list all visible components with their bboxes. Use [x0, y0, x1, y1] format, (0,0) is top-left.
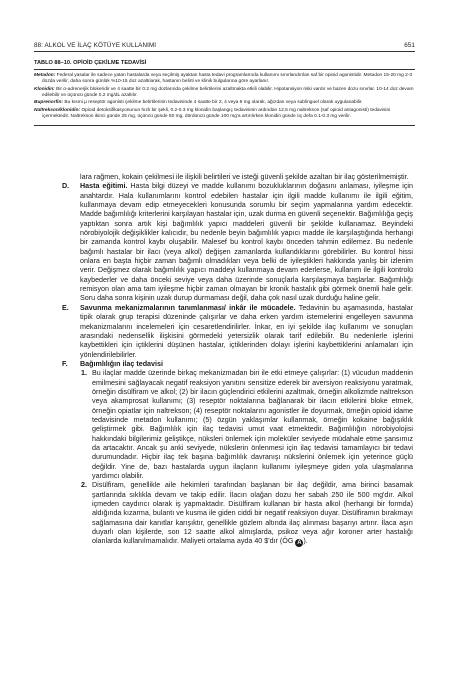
section-d: [62, 182, 413, 303]
section-letter: F.: [62, 359, 68, 368]
section-f: [62, 360, 413, 369]
table-text: Opioid detoksifikasyonunun hızlı bir şekli, 0.2-0.3 mg klonidin başlangıç tedavisinin ardından 12.5 mg naltrekson (saf opioid antagonisti) tedavisini içermektedir. Naltrekson ikinci günde 25 mg, üçüncü günde 50 mg, dördüncü günde 100 mg'a artırılırken klonidin günde üç defa 0.1-0.3 mg verilir.: [42, 107, 391, 120]
body-text: [62, 173, 413, 547]
section-heading: Savunma mekanizmalarının tanımlanması/ inkâr ile mücadele.: [80, 303, 296, 312]
table-text: Federal yasalar ile sadece yatan hastalarda veya seçilmiş ayaktan hasta tedavi programlarında kullanımı sınırlandırılan saf bir opioid agonistidir. Metadon 15-20 mg 2-3 dozda verilir, daha sonra günlük %10-15 doz azaltılarak, hastanın belirti ve klinik bulgularına göre ayarlanır.: [42, 73, 413, 85]
table-text: Bir α-adrenerjik blokeridir ve 4 saatte bir 0.2 mg dozlarında çekilme belirtilerini azaltmakta etkili olabilir. Hipotansiyon riski vardır ve bazen dozu sınırlar. 10-14 doz devam edilebilir ve üçüncü günde 0.2 mg/dL azaltılır.: [42, 86, 414, 98]
reference-prefix: (ÖG: [279, 537, 296, 546]
opioid-withdrawal-table: [34, 60, 415, 126]
section-heading: Hasta eğitimi.: [80, 182, 128, 191]
section-letter: E.: [62, 303, 69, 312]
table-row: [34, 87, 415, 99]
table-title: TABLO 88–10. OPİOİD ÇEKİLME TEDAVİSİ: [34, 60, 415, 70]
subsection-number: 2.: [81, 481, 87, 490]
table-term: Buprenorfin:: [34, 100, 64, 106]
table-term: Metadon:: [34, 73, 56, 78]
table-term: Klonidin:: [34, 86, 55, 92]
section-text: Tedavinin bu aşamasında, hastalar tipik olarak grup terapisi düzeninde çalışırlar ve daha erken yardım istemelerini engelleyen savunma mekanizmalarını incelemeleri için cesaretlendirilirler. İnkar, en iyi şekilde ilaç kullanımı ve sonuçları arasındaki nedensellik ilişkisini görmedeki yetersizlik olarak tarif edilebilir. Bu nedenlerle işlerini kaybettikleri için içtiklerini düşünen hastalar, içtiklerinden dolayı işlerini kaybettiklerini anlamaları için yönlendirilebilirler.: [80, 303, 413, 359]
chapter-title: 88: ALKOL VE İLAÇ KÖTÜYE KULLANIMI: [34, 42, 157, 49]
evidence-reference: [280, 537, 308, 545]
running-head: [34, 42, 415, 52]
section-heading: Bağımlılığın ilaç tedavisi: [80, 359, 163, 368]
subsection-2: [62, 481, 413, 547]
table-row: [34, 73, 415, 85]
evidence-level-badge: A: [297, 540, 302, 547]
table-text: Bu kısmi µ reseptör agonisti çekilme belirtilerinin tedavisinde 4 saatte bir 2, 4 veya 8 mg olarak, ağızdan veya sublinguel olarak uygulanabilir.: [63, 100, 363, 106]
table-term: Naltrekson/klonidin:: [34, 107, 81, 113]
subsection-text: Disülfiram, genellikle aile hekimleri tarafından başlanan bir ilaç değildir, ama birinci basamak şartlarında sıklıkla devam ve takip edilir. İlacın olağan dozu her sabah 250 ile 500 mg'dır. Alkol içmeden caydırıcı olarak iş yapmaktadır. Disülfiram kullanan bir hasta alkol (herhangi bir formda) aldığında kızarma, bulantı ve kusma ile giden ciddi bir negatif reaksiyon duyar. Disülfiramın bırakmayı sağlamasına dair kanıtlar karışıktır, genellikle gözlem altında ilaç alınması başarıyı artırır. İlaca aşırı duyarlı olan kişilerde, son 12 saatte alkol almışlarda, psikoz veya ağır koroner arter hastalığı olanlarda kullanılmamalıdır. Maliyeti ortalama ayda 40 $'dır: [92, 481, 413, 546]
table-row: [34, 100, 415, 106]
continuation-paragraph: lara rağmen, kokain çekilmesi ile ilişkili belirtileri ve isteği güvenli şekilde azaltan bir ilaç gösterilmemiştir.: [80, 173, 409, 181]
reference-suffix: ).: [303, 537, 308, 546]
table-body: [34, 70, 415, 126]
subsection-number: 1.: [81, 369, 87, 378]
subsection-1: [62, 369, 413, 481]
table-row: [34, 108, 415, 120]
section-e: [62, 304, 413, 360]
subsection-text: Bu ilaçlar madde üzerinde birkaç mekanizmadan biri ile etki etmeye çalışırlar: (1) vücudun maddenin emilmesini sağlayacak negatif reaksiyon yanıtını sensitize ederek bir aversiyon reaksiyonu yaratmak, örneğin disülfiram ve alkol; (2) bir ilacın güçlendirici etkilerini azaltmak, örneğin alkolizmde naltrekson veya akamprosat kullanımı; (3) reseptör noktalarına bağlanarak bir ilacın etkilerini bloke etmek, örneğin opiatlar için naltrekson; (4) reseptör noktalarını agonistler ile doyurmak, örneğin opioid idame tedavisinde metadon kullanımı; (5) özgün yaklaşımlar kullanmak, örneğin kokaine bağışıklık geliştirmek gibi. Bağımlılık için ilaç tedavisi umut vaat etmektedir. Bağımlılığın nörobiyolojisi hakkındaki bilgilerimiz geliştikçe, nüksleri önlemek için moleküler seviyede müdahale etme şansımız da artacaktır. Ancak şu anki seviyede, nükslerin önlenmesi için ilaç tedavisi tamamlayıcı bir tedavi durumundadır. Hiçbir ilaç tek başına bağımlılık davranışı nükslerini önlemek için yeterince güçlü değildir. Yine de, bazı hastalarda uygun ilaçların kullanımı iyileşmeye giden yola ulaşmalarına yardımcı olabilir.: [92, 369, 413, 480]
section-text: Hasta bilgi düzeyi ve madde kullanımı bozukluklarının doğasını anlaması, iyileşme için anahtardır. Hala kullanımlarını kontrol edebilen hastalar için ilgili madde kullanımı ile ilgili eğitim, kullanmaya devam edip etmeyecekleri konusunda sorumlu bir seçim yapmalarına yardım edecektir. Madde bağımlılığı kriterlerini karşılayan hastalar için, uzak durma en güvenli seçenektir. Bağımlılığa geçiş yaptıktan sonra artık kişi bağımlılık yapıcı maddeleri güvenli bir şekilde kullanamaz. Beyindeki nörobiyolojik değişiklikler kalıcıdır, bu nedenle beyin bağımlılık yapıcı madde ile karşılaştığında herhangi bir zamanda kontrol kaybı oluşabilir. Malesef bu kontrol kaybı önceden tahmin edilemez. Bu nedenle bağımlı hastalar bir ilacı (veya alkol) değişen zamanlarda kullandıklarını görebilirler. Bu kontrol hissi onlara en başta hiçbir zaman bağımlı olmadıkları veya belki de iyileştikleri hakkında yanlış bir izlenim verir. Değişmez olarak bağımlılık yapıcı maddeyi kullanmaya devam ederlerse, kullanım ile ilgili kontrolü kaybederler ve daha önceki seviye veya daha üzerinde sonuçlarla karşılaşmaya başlarlar. Bağımlılığı remisyon olan ama tam iyileşme hiçbir zaman olmayan bir kronik hastalık gibi görmek önemli hale gelir. Soru daha sonra kişinin uzak durup durmaması değil, daha çok nasıl uzak durduğu haline gelir.: [80, 182, 413, 303]
page-number: 651: [404, 42, 415, 49]
section-letter: D.: [62, 182, 70, 191]
